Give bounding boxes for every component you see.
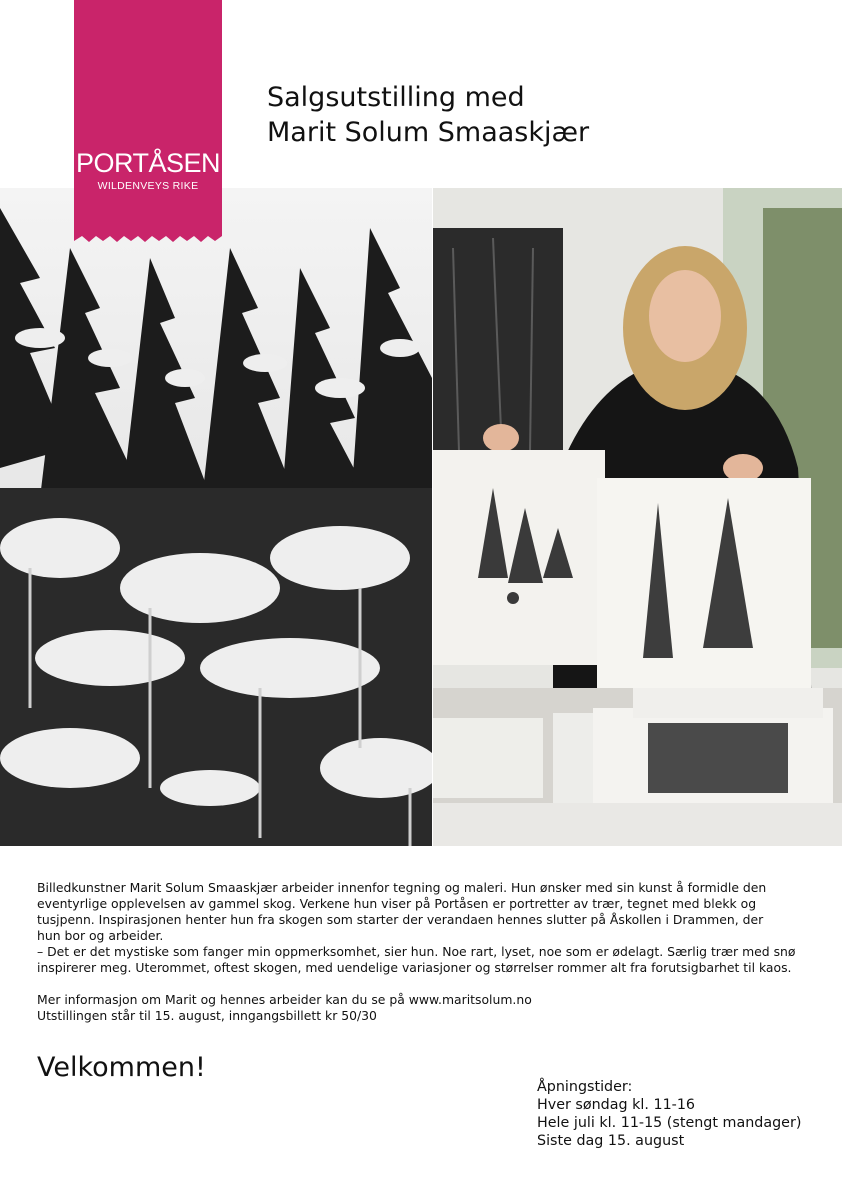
page-title: [267, 80, 787, 150]
logo-tagline: WILDENVEYS RIKE: [97, 180, 199, 192]
info-line: Mer informasjon om Marit og hennes arbeider kan du se på www.maritsolum.no: [37, 992, 532, 1007]
paragraph-line: Billedkunstner Marit Solum Smaaskjær arbeider innenfor tegning og maleri. Hun ønsker med sin kunst å formidle den: [37, 880, 767, 895]
title-line-2: Marit Solum Smaaskjær: [267, 117, 590, 148]
quote-line: inspirerer meg. Uterommet, oftest skogen, med uendelige variasjoner og størrelser rommer alt fra forutsigbarhet til kaos.: [37, 960, 792, 975]
logo-name: PORTÅSEN: [75, 148, 221, 178]
welcome-heading: Velkommen!: [37, 1052, 206, 1083]
article-body: [37, 880, 807, 1024]
opening-hours: [537, 1078, 827, 1150]
title-line-1: Salgsutstilling med: [267, 82, 525, 113]
paragraph-line: tusjpenn. Inspirasjonen henter hun fra skogen som starter der verandaen hennes slutter på Åskollen i Drammen, der: [37, 912, 764, 927]
portasen-logo: [74, 0, 222, 246]
info-line: Utstillingen står til 15. august, inngangsbillett kr 50/30: [37, 1008, 377, 1023]
hours-title: Åpningstider:: [537, 1079, 633, 1095]
artist-photo: [433, 188, 842, 846]
paragraph-line: hun bor og arbeider.: [37, 928, 164, 943]
artwork-image: [0, 188, 432, 846]
hours-line: Siste dag 15. august: [537, 1133, 685, 1149]
hours-line: Hele juli kl. 11-15 (stengt mandager): [537, 1115, 802, 1131]
paragraph-line: eventyrlige opplevelsen av gammel skog. Verkene hun viser på Portåsen er portretter av trær, tegnet med blekk og: [37, 896, 757, 911]
quote-line: – Det er det mystiske som fanger min oppmerksomhet, sier hun. Noe rart, lyset, noe som er ødelagt. Særlig trær med snø: [37, 944, 796, 959]
hours-line: Hver søndag kl. 11-16: [537, 1097, 696, 1113]
